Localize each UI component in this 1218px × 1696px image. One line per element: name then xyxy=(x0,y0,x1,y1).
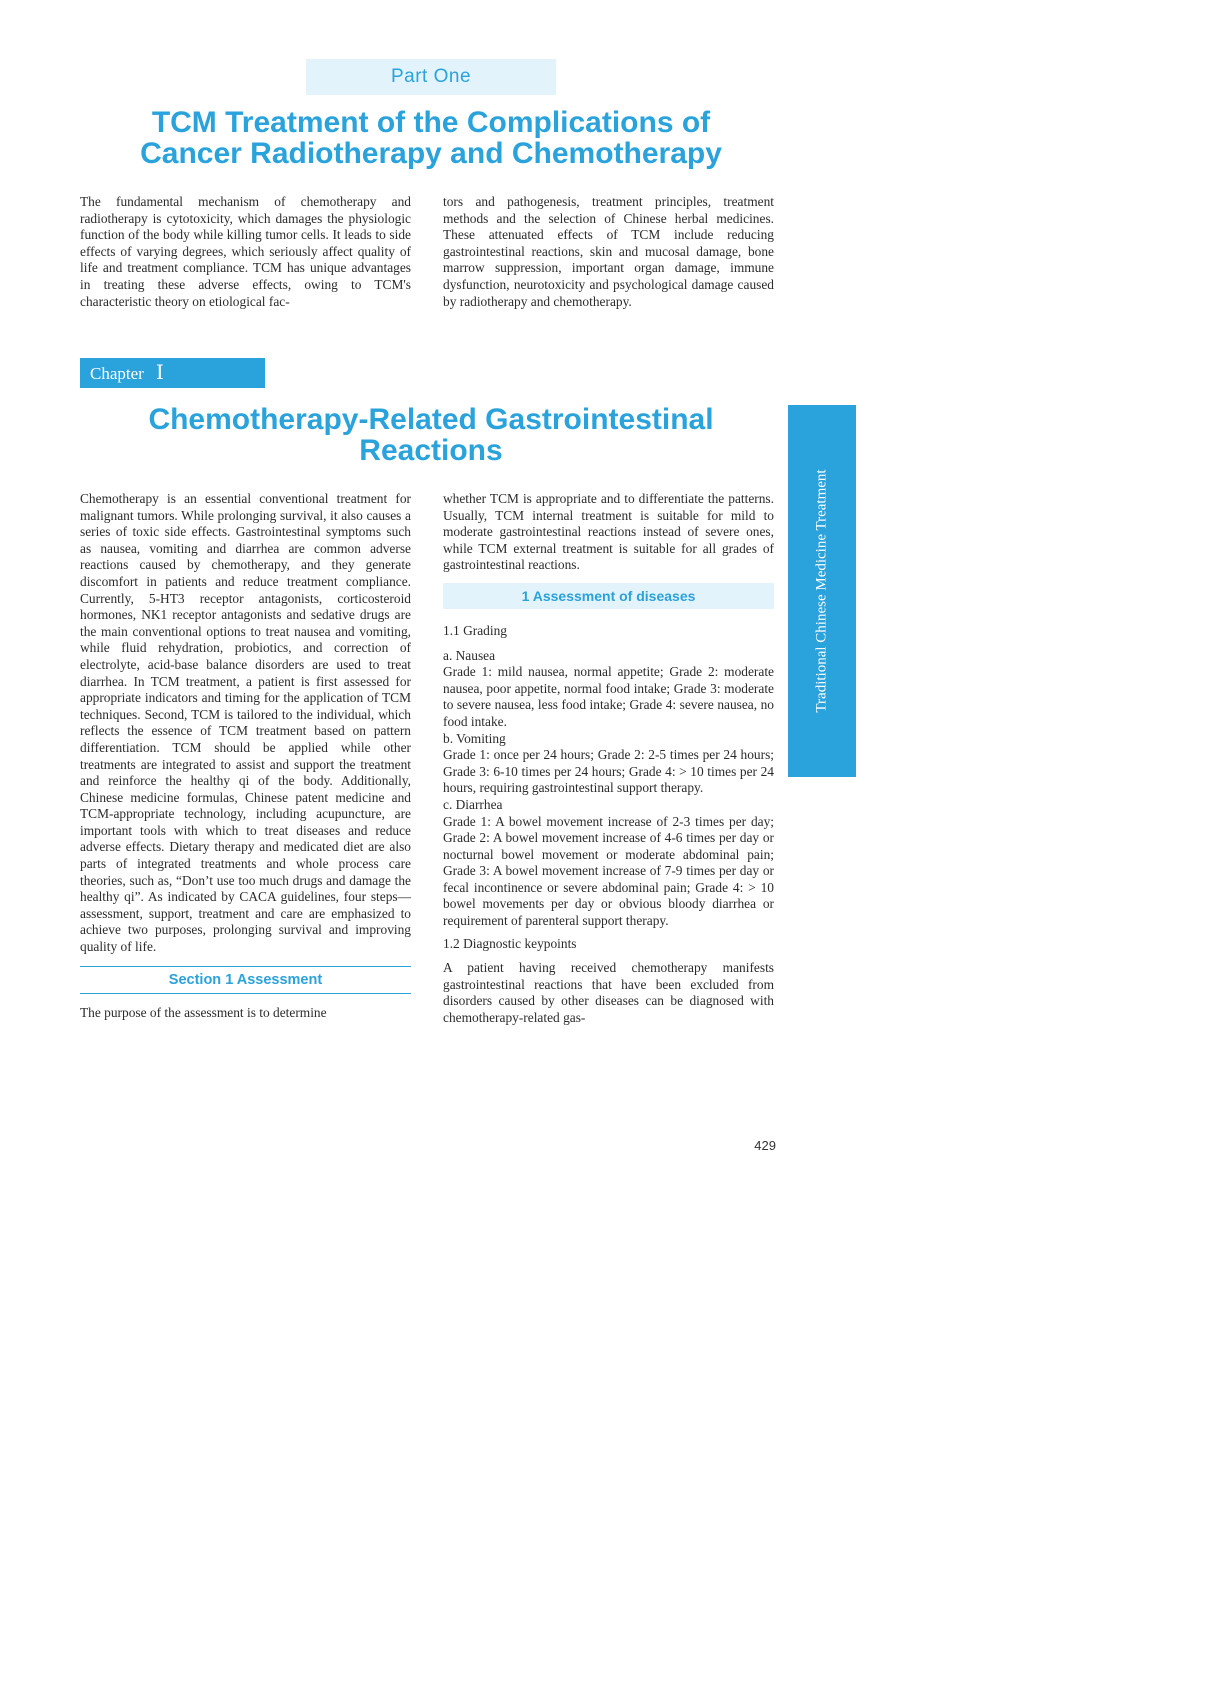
vomiting-label: b. Vomiting xyxy=(443,730,506,746)
intro-left-text: The fundamental mechanism of chemotherapy and radiotherapy is cytotoxicity, which damages the physiologic function of the body while killing tumor cells. It leads to side effects of varying degrees, which seriously affect quality of life and treatment compliance. TCM has unique advantages in treating these adverse effects, owing to TCM's characteristic theory on etiological fac- xyxy=(80,194,411,309)
chapter-number: Ⅰ xyxy=(155,362,164,384)
left-column xyxy=(80,491,411,1021)
right-column xyxy=(443,491,774,1027)
chapter-title-line-1: Chemotherapy-Related Gastrointestinal xyxy=(148,403,714,436)
section-1-text: The purpose of the assessment is to determine xyxy=(80,1004,327,1020)
part-title-line-1: TCM Treatment of the Complications of xyxy=(151,106,711,139)
chapter-label-box xyxy=(80,358,265,388)
page-number: 429 xyxy=(754,1138,776,1153)
nausea-text: Grade 1: mild nausea, normal appetite; Grade 2: moderate nausea, poor appetite, normal food intake; Grade 3: moderate to severe nausea, less food intake; Grade 4: severe nausea, no food intake. xyxy=(443,664,774,729)
intro-right-text: tors and pathogenesis, treatment principles, treatment methods and the selection of Chinese herbal medicines. These attenuated effects of TCM include reducing gastrointestinal reactions, skin and mucosal damage, bone marrow suppression, important organ damage, immune dysfunction, neurotoxicity and psychological damage caused by radiotherapy and chemotherapy. xyxy=(443,194,774,309)
vomiting-text: Grade 1: once per 24 hours; Grade 2: 2-5 times per 24 hours; Grade 3: 6-10 times per 24 hours; Grade 4: > 10 times per 24 hours, requiring gastrointestinal support therapy. xyxy=(443,747,774,796)
chapter-title xyxy=(96,404,766,466)
continuation-text: whether TCM is appropriate and to differentiate the patterns. Usually, TCM internal treatment is suitable for mild to moderate gastrointestinal reactions instead of severe ones, while TCM external treatment is suitable for all grades of gastrointestinal reactions. xyxy=(443,491,774,573)
nausea-label: a. Nausea xyxy=(443,647,496,663)
part-label: Part One xyxy=(306,59,556,95)
part-title xyxy=(96,107,766,169)
side-tab xyxy=(788,405,856,777)
part-title-line-2: Cancer Radiotherapy and Chemotherapy xyxy=(140,137,722,170)
chapter-intro-text: Chemotherapy is an essential conventional treatment for malignant tumors. While prolonging survival, it also causes a series of toxic side effects. Gastrointestinal symptoms such as nausea, vomiting and diarrhea are common adverse reactions caused by chemotherapy, and they generate discomfort in patients and reduce treatment compliance. Currently, 5-HT3 receptor antagonists, corticosteroid hormones, NK1 receptor antagonists and sedative drugs are the main conventional options to treat nausea and vomiting, while fluid rehydration, probiotics, and correction of electrolyte, acid-base balance disorders are used to treat diarrhea. In TCM treatment, a patient is first assessed for appropriate indicators and timing for the application of TCM techniques. Second, TCM is tailored to the individual, which reflects the essence of TCM treatment based on pattern differentiation. TCM should be applied while other treatments are integrated to assist and support the treatment and reinforce the healthy qi of the body. Additionally, Chinese medicine formulas, Chinese patent medicine and TCM-appropriate technology, including acupuncture, are important tools with which to treat diseases and reduce adverse effects. Dietary therapy and medicated diet are also parts of integrated treatments and whole process care theories, such as, “Don’t use too much drugs and damage the healthy qi”. As indicated by CACA guidelines, four steps—assessment, support, treatment and care are emphasized to achieve two purposes, prolonging survival and improving quality of life. xyxy=(80,491,411,955)
diarrhea-label: c. Diarrhea xyxy=(443,796,503,812)
intro-right-column xyxy=(443,194,774,310)
section-1-heading: Section 1 Assessment xyxy=(80,966,411,994)
intro-left-column xyxy=(80,194,411,310)
diagnostic-text: A patient having received chemotherapy manifests gastrointestinal reactions that have been excluded from disorders caused by other diseases can be diagnosed with chemotherapy-related gas- xyxy=(443,960,774,1026)
diagnostic-subheading: 1.2 Diagnostic keypoints xyxy=(443,935,577,951)
side-tab-label: Traditional Chinese Medicine Treatment xyxy=(813,469,830,713)
chapter-title-line-2: Reactions xyxy=(359,434,503,467)
diarrhea-text: Grade 1: A bowel movement increase of 2-3 times per day; Grade 2: A bowel movement increase of 4-6 times per day or nocturnal bowel movement or moderate abdominal pain; Grade 3: A bowel movement increase of 7-9 times per day or fecal incontinence or severe abdominal pain; Grade 4: > 10 bowel movements per day or obvious bloody diarrhea or requirement of parenteral support therapy. xyxy=(443,813,774,929)
chapter-label: Chapter xyxy=(90,364,144,383)
assessment-heading: 1 Assessment of diseases xyxy=(443,583,774,609)
grading-subheading: 1.1 Grading xyxy=(443,622,507,638)
